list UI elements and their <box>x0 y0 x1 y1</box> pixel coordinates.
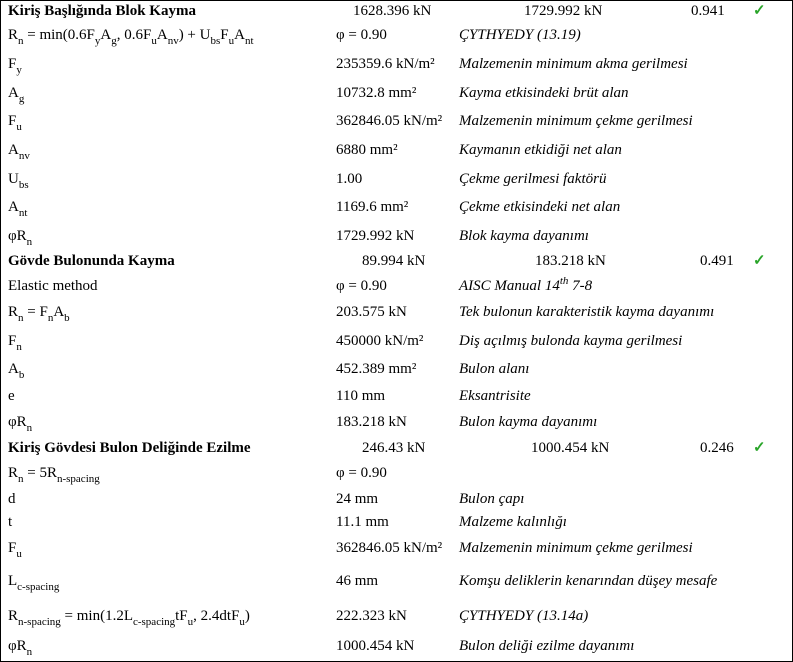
check-icon: ✓ <box>753 253 766 269</box>
symbol: $L_{c-spacing}$ <box>8 573 60 593</box>
symbol: $U_{bs}$ <box>8 171 29 191</box>
symbol: $R_n = 5R_{n-spacing}$ <box>8 465 100 485</box>
symbol: Elastic method <box>8 278 98 294</box>
demand-value: 89.994 kN <box>362 253 426 269</box>
check-icon: ✓ <box>753 440 766 456</box>
value: 222.323 kN <box>336 608 407 624</box>
description: Çekme etkisindeki net alan <box>459 199 621 215</box>
description: Kayma etkisindeki brüt alan <box>459 85 629 101</box>
description: Malzemenin minimum çekme gerilmesi <box>459 540 693 556</box>
description: Malzeme kalınlığı <box>459 514 567 530</box>
description: Kaymanın etkidiği net alan <box>459 142 622 158</box>
description: Bulon çapı <box>459 491 525 507</box>
description: Diş açılmış bulonda kayma gerilmesi <box>459 333 683 349</box>
symbol: $R_{n-spacing} = \min(1.2L_{c-spacing}tF_u$, 2.4dtF$_u$) <box>8 608 250 628</box>
symbol: $F_n$ <box>8 333 22 353</box>
symbol: $F_u$ <box>8 540 22 560</box>
symbol: $A_b$ <box>8 361 25 381</box>
capacity-value: 183.218 kN <box>535 253 606 269</box>
symbol: $F_u$ <box>8 113 22 133</box>
description: Bulon kayma dayanımı <box>459 414 598 430</box>
demand-value: 1628.396 kN <box>353 3 432 19</box>
symbol: $R_n = F_nA_b$ <box>8 304 70 324</box>
ratio-value: 0.941 <box>691 3 725 19</box>
value: 235359.6 kN/m² <box>336 56 435 72</box>
value: 1000.454 kN <box>336 638 415 654</box>
description: ÇYTHYEDY (13.14a) <box>459 608 589 624</box>
value: 1169.6 mm² <box>336 199 409 215</box>
section-title: Kiriş Başlığında Blok Kayma <box>8 3 196 19</box>
value: 10732.8 mm² <box>336 85 417 101</box>
symbol: e <box>8 388 15 404</box>
section-title: Gövde Bulonunda Kayma <box>8 253 175 269</box>
value: φ = 0.90 <box>336 465 387 481</box>
demand-value: 246.43 kN <box>362 440 426 456</box>
value: 452.389 mm² <box>336 361 417 377</box>
description: Çekme gerilmesi faktörü <box>459 171 607 187</box>
description: Malzemenin minimum akma gerilmesi <box>459 56 688 72</box>
ratio-value: 0.246 <box>700 440 734 456</box>
description: Blok kayma dayanımı <box>459 228 589 244</box>
check-icon: ✓ <box>753 3 766 19</box>
value: 6880 mm² <box>336 142 398 158</box>
value: 46 mm <box>336 573 379 589</box>
symbol: $\varphi R_n$ <box>8 414 33 434</box>
value: 450000 kN/m² <box>336 333 424 349</box>
capacity-value: 1729.992 kN <box>524 3 603 19</box>
value: 11.1 mm <box>336 514 389 530</box>
value: 24 mm <box>336 491 379 507</box>
symbol: t <box>8 514 13 530</box>
value: 110 mm <box>336 388 386 404</box>
description: Bulon alanı <box>459 361 530 377</box>
symbol: $A_{nt}$ <box>8 199 28 219</box>
description: Komşu deliklerin kenarından düşey mesafe <box>459 573 718 589</box>
value: φ = 0.90 <box>336 278 387 294</box>
value: 1729.992 kN <box>336 228 415 244</box>
description: AISC Manual 14th 7-8 <box>459 275 593 294</box>
description: Tek bulonun karakteristik kayma dayanımı <box>459 304 715 320</box>
symbol: $\varphi R_n$ <box>8 228 33 248</box>
symbol: d <box>8 491 16 507</box>
value: 1.00 <box>336 171 363 187</box>
symbol: $A_{nv}$ <box>8 142 30 162</box>
section-title: Kiriş Gövdesi Bulon Deliğinde Ezilme <box>8 440 251 456</box>
ratio-value: 0.491 <box>700 253 734 269</box>
symbol: $R_n = \min(0.6F_yA_g$, $0.6F_uA_{nv}) + U_{bs}F_uA_{nt}$ <box>8 27 254 47</box>
value: 362846.05 kN/m² <box>336 113 443 129</box>
value: 203.575 kN <box>336 304 407 320</box>
description: ÇYTHYEDY (13.19) <box>459 27 581 43</box>
symbol: $F_y$ <box>8 56 22 76</box>
value: 362846.05 kN/m² <box>336 540 443 556</box>
symbol: $\varphi R_n$ <box>8 638 33 658</box>
symbol: $A_g$ <box>8 85 25 105</box>
description: Bulon deliği ezilme dayanımı <box>459 638 635 654</box>
value: φ = 0.90 <box>336 27 387 43</box>
value: 183.218 kN <box>336 414 407 430</box>
description: Malzemenin minimum çekme gerilmesi <box>459 113 693 129</box>
capacity-value: 1000.454 kN <box>531 440 610 456</box>
description: Eksantrisite <box>459 388 531 404</box>
